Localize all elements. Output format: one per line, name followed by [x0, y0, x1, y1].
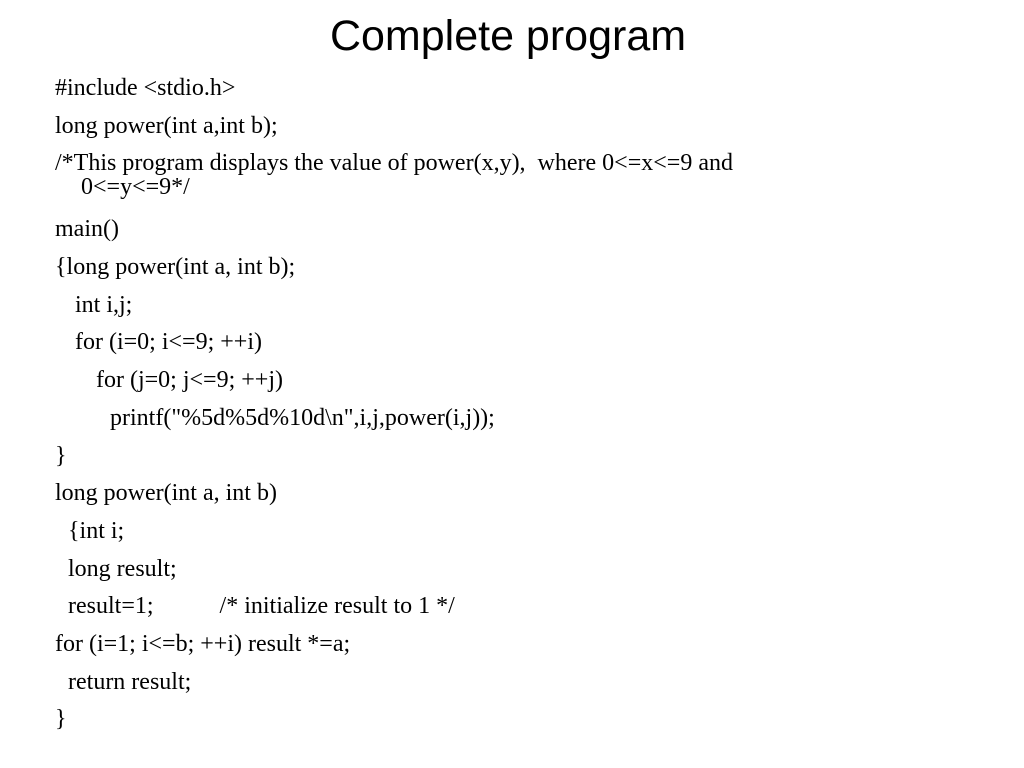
- code-listing: [55, 70, 955, 739]
- code-line-init-result: result=1; /* initialize result to 1 */: [68, 593, 455, 620]
- code-line-printf: printf("%5d%5d%10d\n",i,j,power(i,j));: [110, 404, 495, 431]
- slide-title: Complete program: [329, 12, 687, 60]
- code-line-power-close: }: [55, 706, 67, 733]
- code-line-declare-ij: int i,j;: [75, 291, 133, 318]
- code-line-power-loop: for (i=1; i<=b; ++i) result *=a;: [55, 630, 351, 657]
- code-line-comment-continued: 0<=y<=9*/: [81, 174, 190, 201]
- code-line-declare-result: long result;: [68, 555, 177, 582]
- code-line-comment: /*This program displays the value of power(x,y), where 0<=x<=9 and: [55, 150, 733, 177]
- code-line-outer-loop: for (i=0; i<=9; ++i): [75, 329, 262, 356]
- code-line-main-prototype: {long power(int a, int b);: [55, 254, 296, 281]
- code-line-power-def: long power(int a, int b): [55, 480, 277, 507]
- code-line-prototype: long power(int a,int b);: [55, 112, 278, 139]
- code-line-main-close: }: [55, 442, 67, 469]
- code-line-main: main(): [55, 216, 119, 243]
- code-line-include: #include <stdio.h>: [55, 75, 236, 101]
- code-line-return: return result;: [68, 668, 192, 695]
- code-line-inner-loop: for (j=0; j<=9; ++j): [96, 367, 283, 394]
- code-line-declare-i: {int i;: [68, 517, 125, 544]
